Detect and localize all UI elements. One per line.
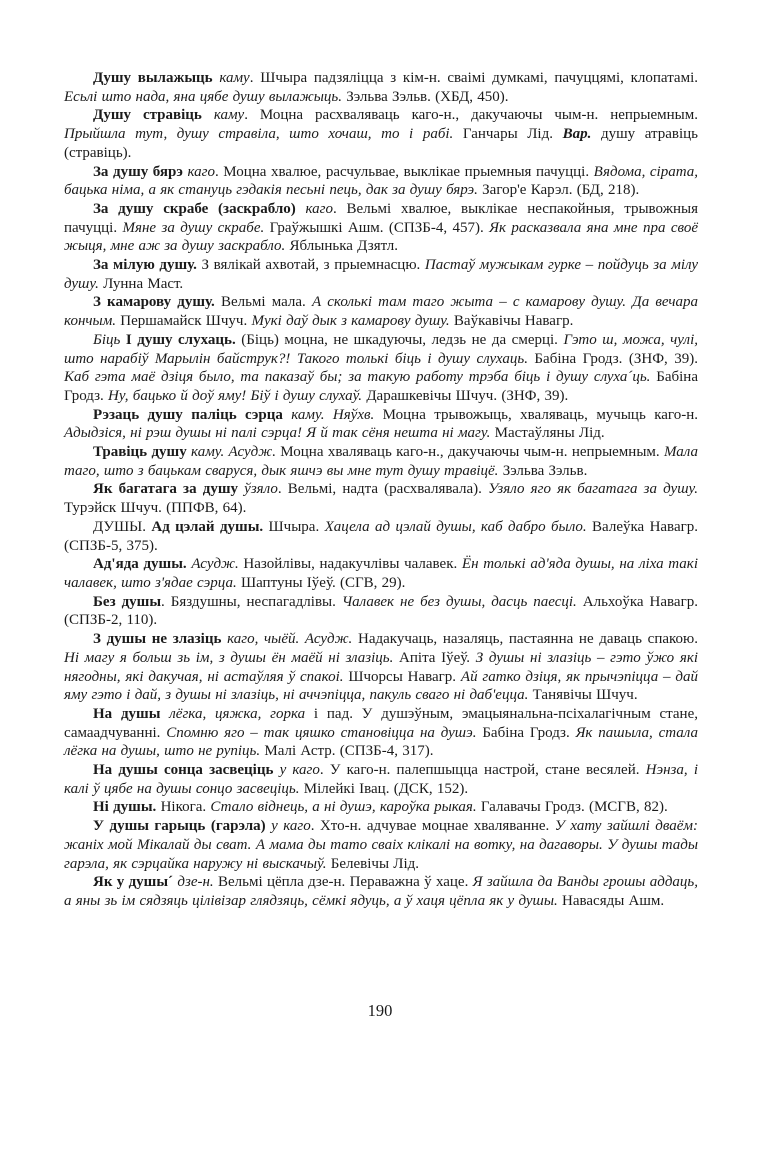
dictionary-entry xyxy=(64,761,698,798)
entry-text: Ваўкавічы Навагр. xyxy=(449,313,574,330)
entry-text: Шчорсы Навагр. xyxy=(343,668,461,685)
entry-text: Вельмі мала. xyxy=(214,294,312,311)
entry-text: Бабіна Гродз. xyxy=(476,724,576,741)
entry-example: Я зайшла да Ванды грошы аддаць, а яны зь ім сядзяць цілівізар глядзяць, сёмкі ядуць, а ў хаця цёпла як у душы. xyxy=(64,874,698,909)
entry-text: Моцна трывожыць, хваляваць, мучыць каго-н. xyxy=(374,406,698,423)
entry-headword: За душу бярэ xyxy=(93,163,188,180)
dictionary-entry xyxy=(64,480,698,517)
entry-example: ўзяло xyxy=(244,481,278,498)
entry-example: У хату зайшлі дваём: жаніх мой Мікалай ды сват. А мама ды тато сваіх клікалі на вотку, на дагаворы. У душы тады гарэла, як сэрцайка наружу ні выскачыў. xyxy=(64,818,698,872)
entry-example: Як расказвала яна мне пра своё жыця, мне аж за душу заскрабло. xyxy=(64,219,699,255)
dictionary-entry xyxy=(64,555,698,592)
entry-text: Моцна хваляваць каго-н., дакучаючы чым-н. непрыемным. xyxy=(275,444,664,461)
entry-text: Шчыра. xyxy=(263,518,325,535)
entry-example: Біць xyxy=(93,331,126,348)
entry-text: . Вельмі хвалюе, выклікае неспакойныя, трывожныя пачуцці. xyxy=(64,200,698,236)
entry-headword: Як у душы´ xyxy=(93,874,178,891)
entry-text: . Шчыра падзяліцца з кім-н. сваімі думкамі, пачуццямі, клопатамі. xyxy=(249,70,699,86)
entry-headword: З душы не злазіць xyxy=(93,631,228,648)
entry-text: . Вельмі, надта (расхвалявала). xyxy=(277,481,489,498)
entry-text: Бабіна Гродз. (ЗНФ, 39). xyxy=(527,350,699,367)
dictionary-entry xyxy=(64,593,698,630)
dictionary-entry xyxy=(64,163,698,200)
entry-headword: Душу вылажыць xyxy=(93,70,220,86)
entry-headword: У душы гарыць (гарэла) xyxy=(93,818,272,835)
entry-text: Яблынька Дзятл. xyxy=(285,238,399,255)
page-number: 190 xyxy=(367,1001,393,1020)
entry-text: Назойлівы, надакучлівы чалавек. xyxy=(238,556,462,573)
entry-text: Вельмі цёпла дзе-н. Пераважна ў хаце. xyxy=(213,874,473,891)
entry-text: Танявічы Шчуч. xyxy=(528,687,638,704)
entry-text: . Моцна хвалюе, расчульвае, выклікае прыемныя пачуцці. xyxy=(214,163,594,180)
entry-headword: Ад'яда душы. xyxy=(93,556,192,573)
entry-example: Ні магу я больш зь ім, з душы ён маёй ні злазіць. xyxy=(64,649,394,666)
entry-text: Ганчары Лід. xyxy=(453,126,563,143)
dictionary-entry xyxy=(64,817,698,873)
entry-example: дзе-н. xyxy=(177,874,214,891)
entry-text: Бабіна Гродз. xyxy=(64,369,698,404)
entry-text: Апіта Іўеў. xyxy=(393,649,476,666)
dictionary-entry xyxy=(64,106,698,162)
entry-text: Белевічы Лід. xyxy=(326,855,420,872)
dictionary-entry xyxy=(64,293,698,330)
entry-text: ДУШЫ. xyxy=(93,518,152,535)
entry-example: Ну, бацько й доў яму! Біў і душу слухаў. xyxy=(108,387,363,404)
entry-example: Мяне за душу скрабе. xyxy=(122,219,265,236)
entry-text: і пад. У душэўным, эмацыянальна-псіхалагічным стане, самаадчуванні. xyxy=(64,705,698,741)
entry-text: Лунна Маст. xyxy=(98,275,184,292)
entry-headword: І душу слухаць. xyxy=(125,331,236,348)
entry-headword: З камарову душу. xyxy=(93,294,215,311)
entry-text: Надакучаць, назаляць, пастаянна не даваць спакою. xyxy=(352,631,698,648)
entry-text: Навасяды Ашм. xyxy=(557,892,665,909)
entry-text: З вялікай ахвотай, з прыемнасцю. xyxy=(196,257,425,274)
entry-example: Хацела ад цэлай душы, каб дабро было. xyxy=(324,518,587,535)
entry-text: Першамайск Шчуч. xyxy=(116,313,252,330)
entry-headword: Без душы xyxy=(93,593,162,610)
dictionary-entry xyxy=(64,518,698,555)
entry-example: Узяло яго як багатага за душу. xyxy=(488,481,698,498)
entry-example: Чалавек не без душы, дасць паесці. xyxy=(341,593,577,610)
entry-text: (Біць) моцна, не шкадуючы, ледзь не да смерці. xyxy=(235,331,564,348)
dictionary-entry xyxy=(64,630,698,705)
entry-text: Зэльва Зэльв. xyxy=(498,462,588,479)
entry-example: Мала таго, што з бацькам сваруся, дык яшчэ вы мне тут душу травіцё. xyxy=(64,444,698,479)
entry-text: душу атравіць (стравіць). xyxy=(64,126,698,161)
entry-headword: За душу скрабе (заскрабло) xyxy=(93,200,306,217)
dictionary-entry xyxy=(64,798,698,817)
entry-text: . Моцна расхваляваць каго-н., дакучаючы чым-н. непрыемным. xyxy=(244,107,698,124)
entry-text: . Хто-н. адчувае моцнае хваляванне. xyxy=(310,818,555,835)
entry-headword: Як багатага за душу xyxy=(93,481,245,498)
dictionary-entry xyxy=(64,705,698,761)
entry-text: . У каго-н. палепшыцца настрой, стане весялей. xyxy=(319,762,646,779)
entry-example: Есьлі што нада, яна цябе душу вылажыць. xyxy=(64,88,342,105)
entry-headword: Ад цэлай душы. xyxy=(151,518,264,535)
entry-example: Як пашыла, стала лёгка на душы, што не рупіць. xyxy=(64,724,698,760)
entry-example: каму. Няўхв. xyxy=(291,406,375,423)
dictionary-entry xyxy=(64,256,698,293)
entry-example: каму xyxy=(213,107,245,124)
entry-example: каго, чыёй. Асудж. xyxy=(227,631,353,648)
entry-headword: Ні душы. xyxy=(93,799,157,816)
dictionary-entry xyxy=(64,873,698,910)
entry-example: Мукі даў дык з камарову душу. xyxy=(251,313,450,330)
entry-variant-label: Вар. xyxy=(562,126,592,143)
entry-headword: Травіць душу xyxy=(93,444,192,461)
entry-headword: Душу стравіць xyxy=(93,107,214,124)
entry-text: . Бяздушны, неспагадлівы. xyxy=(161,593,342,610)
entry-example: Гэто ш, можа, чулі, што нарабіў Марылін байструк?! Такого толькі біць і душу слухаць. xyxy=(64,331,698,367)
entry-example: у каго xyxy=(279,762,320,779)
entry-example: Ай гатко дзіця, як прычэпіцца – дай яму гэто і дай, з душы ні злазіць, ні аччэпіцца, пакуль сваго ні даб'ецца. xyxy=(64,668,698,704)
dictionary-entry xyxy=(64,406,698,443)
entry-example: каго xyxy=(305,200,334,217)
entry-example: каго xyxy=(187,163,215,180)
entry-example: Вядома, сірата, бацька німа, а як стануць гэдакія песьні пець, дак за душу бярэ. xyxy=(64,163,698,199)
text-column xyxy=(64,69,698,911)
entry-example: каму xyxy=(219,70,250,86)
entry-example: Пастаў мужыкам гурке – пойдуць за мілу душу. xyxy=(64,257,698,292)
entry-example: А сколькі там таго жыта – с камарову душу. Да вечара кончым. xyxy=(64,294,698,330)
entry-text: Альхоўка Навагр. (СПЗБ-2, 110). xyxy=(64,593,698,629)
entry-example: Спомню яго – так цяшко становіцца на душэ. xyxy=(166,724,477,741)
entry-example: Стало віднець, а ні душэ, кароўка рыкая. xyxy=(210,799,477,816)
entry-text: Мастаўляны Лід. xyxy=(490,425,605,442)
entry-text: Граўжышкі Ашм. (СПЗБ-4, 457). xyxy=(264,219,490,236)
entry-example: лёгка, цяжка, горка xyxy=(169,705,306,722)
entry-text: Малі Астр. (СПЗБ-4, 317). xyxy=(260,743,434,760)
entry-example: Адыдзіся, ні рэш душы ні палі сэрца! Я й так сёня нешта ні магу. xyxy=(64,425,491,442)
entry-headword: На душы сонца засвеціць xyxy=(93,762,280,779)
dictionary-entry xyxy=(64,69,698,106)
entry-text: Загор'е Карэл. (БД, 218). xyxy=(477,182,640,199)
entry-example: каму. Асудж. xyxy=(191,444,276,461)
entry-text: Дарашкевічы Шчуч. (ЗНФ, 39). xyxy=(362,387,569,404)
entry-example: Каб гэта маё дзіця было, та паказаў бы; за такую работу трэба біць і душу слуха´ць. xyxy=(64,369,651,386)
entry-example: Прыйшла тут, душу стравіла, што хочаш, то і рабі. xyxy=(64,126,454,143)
entry-text: Валеўка Навагр. (СПЗБ-5, 375). xyxy=(64,518,699,554)
entry-example: у каго xyxy=(271,818,311,835)
entry-text: Шаптуны Іўеў. (СГВ, 29). xyxy=(236,574,406,591)
entry-text: Зэльва Зэльв. (ХБД, 450). xyxy=(342,88,509,105)
entry-example: Асудж. xyxy=(191,556,239,573)
dictionary-entry xyxy=(64,200,698,256)
entry-headword: На душы xyxy=(93,705,170,722)
entry-example: Нэнза, і калі ў цябе на душы сонцо засвеціць. xyxy=(64,762,698,797)
entry-text: Нікога. xyxy=(156,799,211,816)
dictionary-entry xyxy=(64,331,698,406)
entry-text: Турэйск Шчуч. (ППФВ, 64). xyxy=(64,500,247,517)
entry-example: Ён толькі ад'яда душы, на ліха такі чалавек, што з'ядае сэрца. xyxy=(64,556,698,591)
entry-example: З душы ні злазіць – гэто ўжо які нягодны, які дакучая, ні астаўляя ў спакоі. xyxy=(64,649,699,685)
entry-text: Галавачы Гродз. (МСГВ, 82). xyxy=(476,799,668,816)
entry-text: Мілейкі Івац. (ДСК, 152). xyxy=(299,780,469,797)
entry-headword: За мілую душу. xyxy=(93,257,197,274)
dictionary-entry xyxy=(64,443,698,480)
entry-headword: Рэзаць душу паліць сэрца xyxy=(93,406,292,423)
